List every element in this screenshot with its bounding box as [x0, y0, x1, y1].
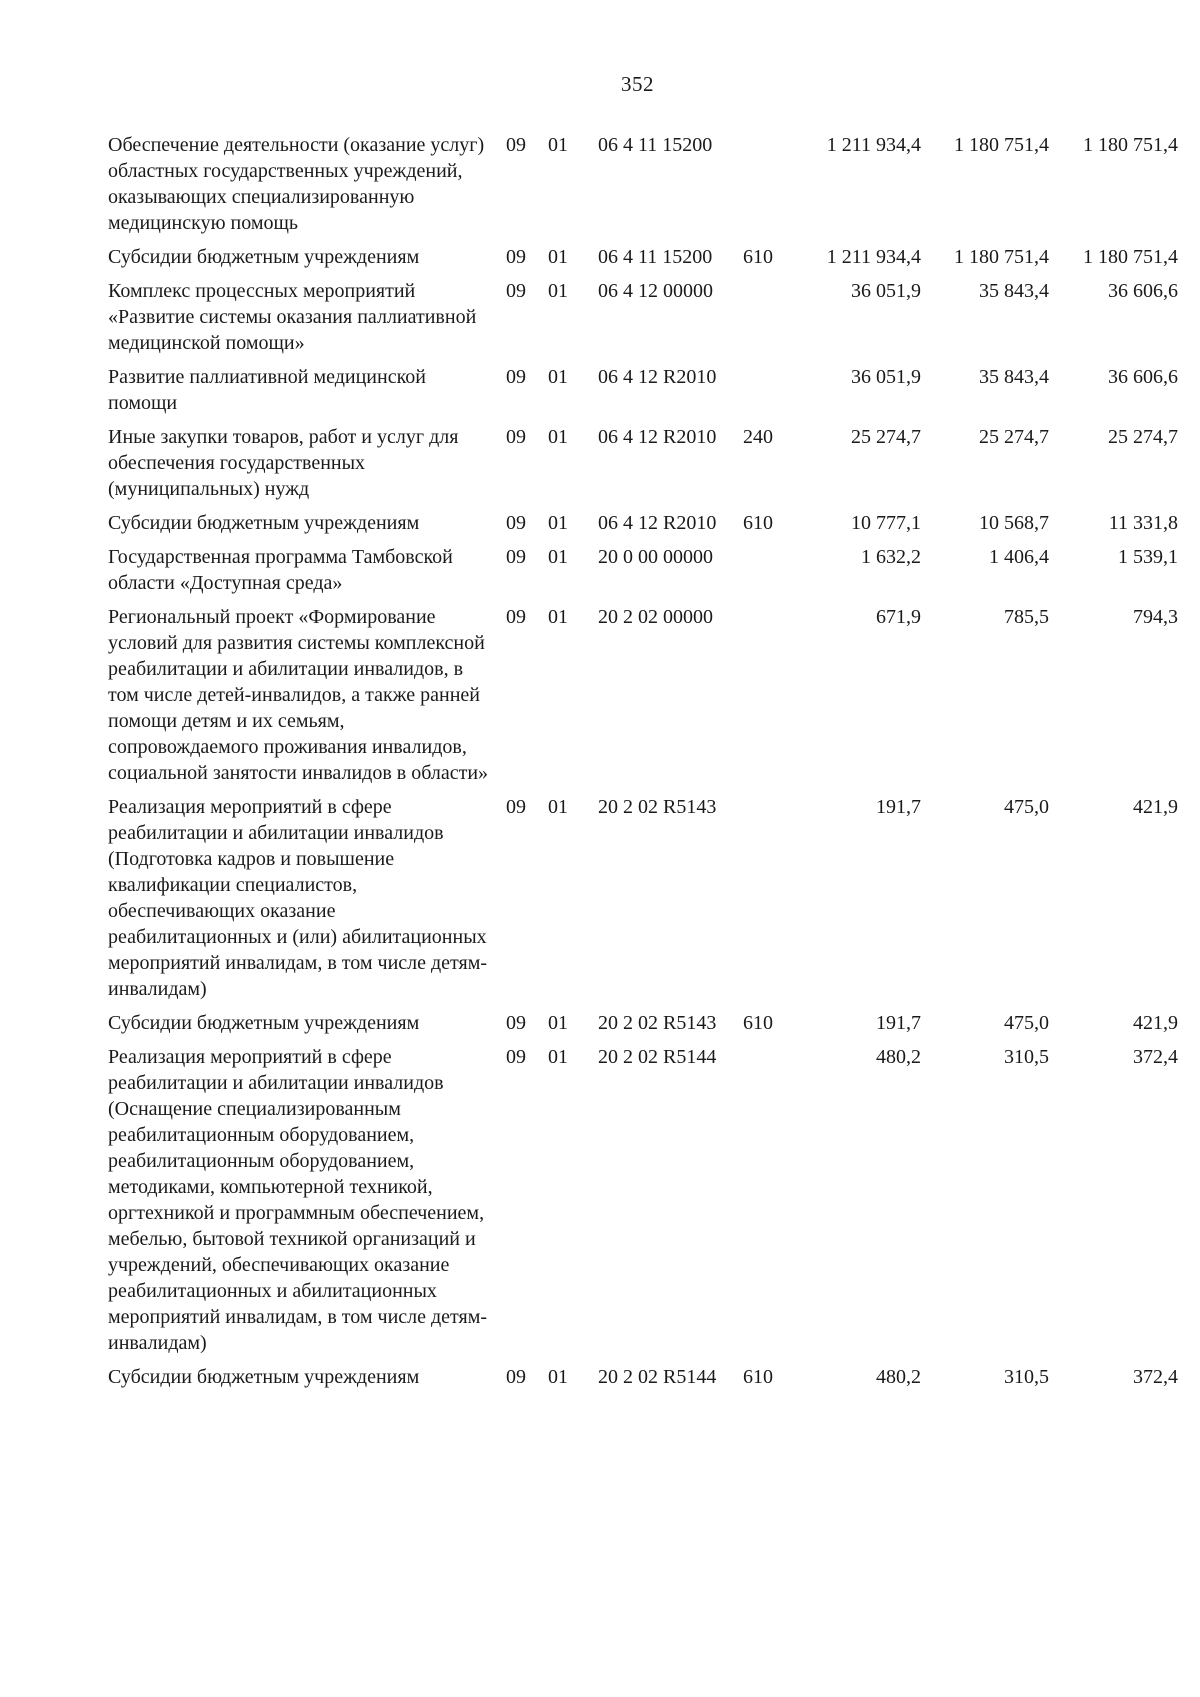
- row-csr: 20 2 02 R5144: [598, 1046, 717, 1068]
- row-name: Иные закупки товаров, работ и услуг для обеспечения государственных (муниципальных) нужд: [108, 426, 459, 500]
- row-name: Субсидии бюджетным учреждениям: [108, 1366, 420, 1388]
- row-razdel: 09: [506, 1366, 526, 1388]
- row-razdel: 09: [506, 246, 526, 268]
- row-vr: [743, 1044, 793, 1364]
- row-vr: [743, 278, 793, 364]
- row-csr: 20 2 02 00000: [598, 606, 713, 628]
- row-value-year-2: 10 568,7: [979, 512, 1049, 534]
- table-row: [108, 604, 1178, 794]
- row-podrazdel: 01: [548, 134, 568, 156]
- row-value-year-2: 35 843,4: [979, 280, 1049, 302]
- table-row: [108, 510, 1178, 544]
- row-value-year-2: 785,5: [1004, 606, 1049, 628]
- row-value-year-3: 794,3: [1133, 606, 1178, 628]
- row-value-year-2: 25 274,7: [979, 426, 1049, 448]
- table-row: [108, 278, 1178, 364]
- row-value-year-3: 372,4: [1133, 1366, 1178, 1388]
- row-name: Субсидии бюджетным учреждениям: [108, 1012, 420, 1034]
- row-podrazdel: 01: [548, 606, 568, 628]
- row-razdel: 09: [506, 1012, 526, 1034]
- row-name: Реализация мероприятий в сфере реабилитации и абилитации инвалидов (Оснащение специализированным реабилитационным оборудованием, реабилитационным оборудованием, методиками, компьютерной техникой, оргтехникой и программным обеспечением, мебелью, бытовой техникой организаций и учреждений, обеспечивающих оказание реабилитационных и абилитационных мероприятий инвалидам, в том числе детям-инвалидам): [108, 1046, 488, 1354]
- row-csr: 06 4 11 15200: [598, 246, 713, 268]
- row-razdel: 09: [506, 546, 526, 568]
- table-row: [108, 424, 1178, 510]
- row-razdel: 09: [506, 134, 526, 156]
- row-csr: 06 4 12 00000: [598, 280, 713, 302]
- row-value-year-1: 191,7: [876, 796, 921, 818]
- row-vr: 610: [743, 246, 773, 268]
- row-razdel: 09: [506, 796, 526, 818]
- row-value-year-1: 25 274,7: [851, 426, 921, 448]
- row-razdel: 09: [506, 366, 526, 388]
- row-vr: 610: [743, 1366, 773, 1388]
- row-csr: 06 4 12 R2010: [598, 426, 717, 448]
- row-value-year-2: 310,5: [1004, 1046, 1049, 1068]
- row-value-year-2: 35 843,4: [979, 366, 1049, 388]
- row-razdel: 09: [506, 512, 526, 534]
- row-podrazdel: 01: [548, 246, 568, 268]
- row-value-year-2: 1 180 751,4: [954, 134, 1049, 156]
- table-row: [108, 544, 1178, 604]
- row-vr: [743, 794, 793, 1010]
- row-vr: 610: [743, 512, 773, 534]
- row-podrazdel: 01: [548, 1046, 568, 1068]
- row-value-year-3: 1 180 751,4: [1083, 246, 1178, 268]
- row-vr: [743, 364, 793, 424]
- row-name: Субсидии бюджетным учреждениям: [108, 246, 420, 268]
- row-csr: 20 2 02 R5143: [598, 796, 717, 818]
- row-value-year-2: 1 406,4: [989, 546, 1049, 568]
- row-value-year-1: 480,2: [876, 1046, 921, 1068]
- table-row: [108, 794, 1178, 1010]
- row-podrazdel: 01: [548, 512, 568, 534]
- row-value-year-1: 1 211 934,4: [826, 246, 921, 268]
- row-name: Субсидии бюджетным учреждениям: [108, 512, 420, 534]
- row-value-year-2: 1 180 751,4: [954, 246, 1049, 268]
- row-csr: 20 2 02 R5144: [598, 1366, 717, 1388]
- row-value-year-3: 372,4: [1133, 1046, 1178, 1068]
- row-vr: 610: [743, 1012, 773, 1034]
- table-row: [108, 1010, 1178, 1044]
- row-vr: [743, 544, 793, 604]
- row-csr: 06 4 12 R2010: [598, 512, 717, 534]
- row-value-year-1: 1 211 934,4: [826, 134, 921, 156]
- row-podrazdel: 01: [548, 1366, 568, 1388]
- row-csr: 06 4 12 R2010: [598, 366, 717, 388]
- row-vr: [743, 604, 793, 794]
- row-name: Реализация мероприятий в сфере реабилитации и абилитации инвалидов (Подготовка кадров и повышение квалификации специалистов, обеспечивающих оказание реабилитационных и (или) абилитационных мероприятий инвалидам, в том числе детям-инвалидам): [108, 796, 488, 1000]
- row-value-year-3: 1 539,1: [1118, 546, 1178, 568]
- row-value-year-2: 475,0: [1004, 796, 1049, 818]
- page-number: 352: [621, 72, 654, 96]
- row-podrazdel: 01: [548, 366, 568, 388]
- table-row: [108, 244, 1178, 278]
- row-vr: [743, 132, 793, 244]
- row-value-year-1: 36 051,9: [851, 366, 921, 388]
- table-row: [108, 1364, 1178, 1398]
- row-csr: 06 4 11 15200: [598, 134, 713, 156]
- row-value-year-3: 421,9: [1133, 796, 1178, 818]
- row-podrazdel: 01: [548, 280, 568, 302]
- table-row: [108, 1044, 1178, 1364]
- row-value-year-3: 36 606,6: [1108, 280, 1178, 302]
- table-row: [108, 364, 1178, 424]
- row-csr: 20 0 00 00000: [598, 546, 713, 568]
- row-podrazdel: 01: [548, 1012, 568, 1034]
- row-name: Развитие паллиативной медицинской помощи: [108, 366, 426, 414]
- row-value-year-2: 475,0: [1004, 1012, 1049, 1034]
- table-row: [108, 132, 1178, 244]
- row-value-year-1: 480,2: [876, 1366, 921, 1388]
- row-value-year-3: 11 331,8: [1108, 512, 1178, 534]
- row-value-year-3: 1 180 751,4: [1083, 134, 1178, 156]
- row-razdel: 09: [506, 1046, 526, 1068]
- row-razdel: 09: [506, 606, 526, 628]
- row-value-year-3: 421,9: [1133, 1012, 1178, 1034]
- row-podrazdel: 01: [548, 546, 568, 568]
- row-name: Обеспечение деятельности (оказание услуг) областных государственных учреждений, оказывающих специализированную медицинскую помощь: [108, 134, 485, 234]
- row-value-year-1: 36 051,9: [851, 280, 921, 302]
- row-value-year-3: 36 606,6: [1108, 366, 1178, 388]
- row-name: Комплекс процессных мероприятий «Развитие системы оказания паллиативной медицинской помощи»: [108, 280, 477, 354]
- row-razdel: 09: [506, 280, 526, 302]
- row-value-year-1: 1 632,2: [861, 546, 921, 568]
- row-value-year-1: 671,9: [876, 606, 921, 628]
- row-podrazdel: 01: [548, 426, 568, 448]
- row-value-year-1: 191,7: [876, 1012, 921, 1034]
- row-value-year-1: 10 777,1: [851, 512, 921, 534]
- row-name: Региональный проект «Формирование условий для развития системы комплексной реабилитации и абилитации инвалидов, в том числе детей-инвалидов, а также ранней помощи детям и их семьям, сопровождаемого проживания инвалидов, социальной занятости инвалидов в области»: [108, 606, 489, 784]
- row-podrazdel: 01: [548, 796, 568, 818]
- budget-table: [108, 132, 1178, 1398]
- row-csr: 20 2 02 R5143: [598, 1012, 717, 1034]
- row-value-year-3: 25 274,7: [1108, 426, 1178, 448]
- row-vr: 240: [743, 426, 773, 448]
- row-razdel: 09: [506, 426, 526, 448]
- row-value-year-2: 310,5: [1004, 1366, 1049, 1388]
- row-name: Государственная программа Тамбовской области «Доступная среда»: [108, 546, 453, 594]
